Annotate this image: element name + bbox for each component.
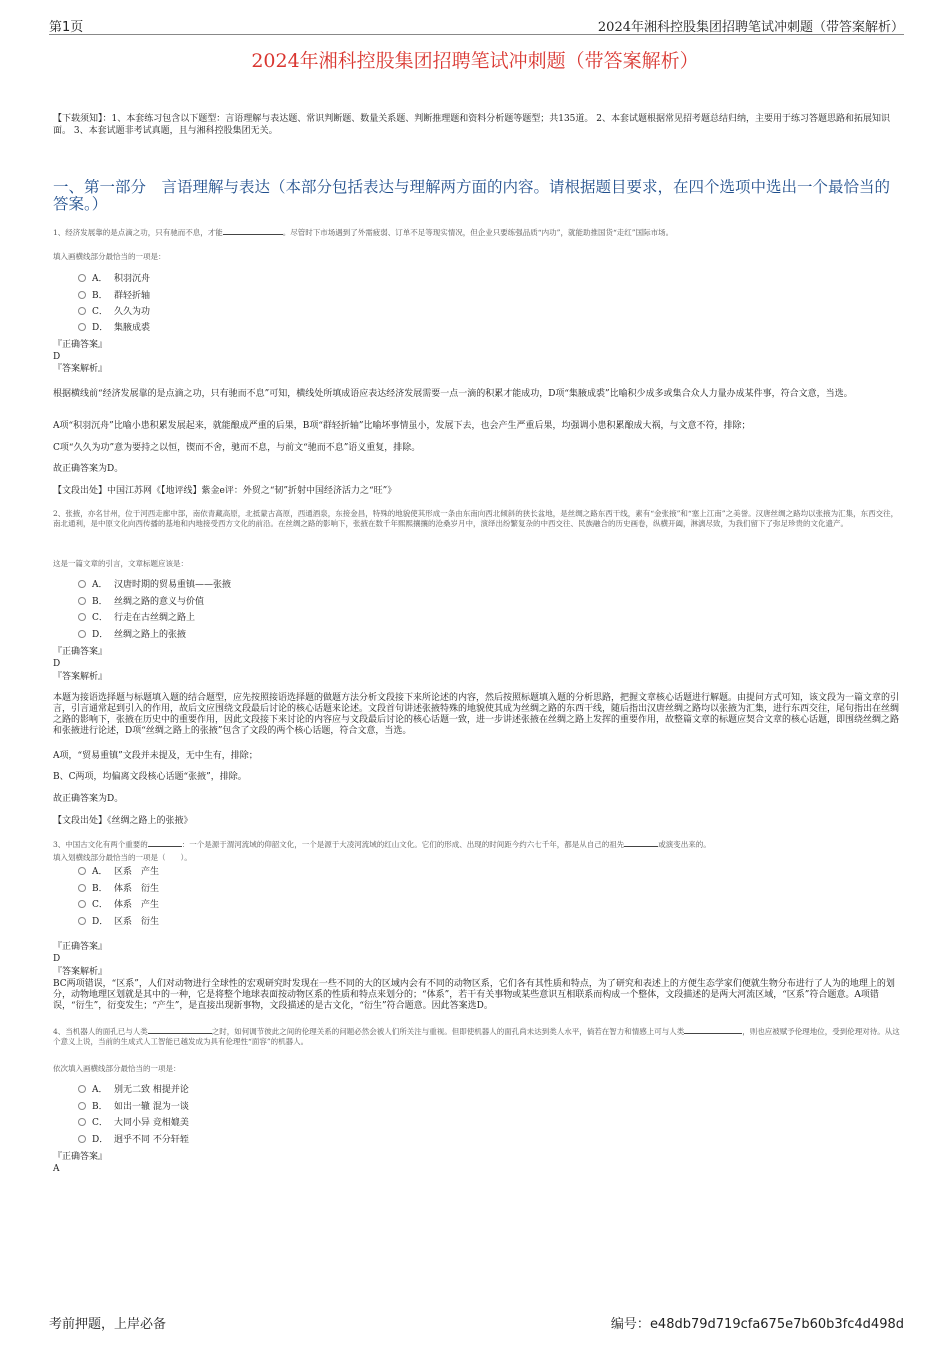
q1-option-a[interactable]: A． 积羽沉舟 <box>78 273 150 285</box>
radio-icon[interactable] <box>78 900 86 908</box>
document-title: 2024年湘科控股集团招聘笔试冲刺题（带答案解析） <box>251 50 699 72</box>
radio-icon[interactable] <box>78 597 86 605</box>
question-3-analysis: BC两项错误，“区系”，人们对动物进行全球性的宏观研究时发现在一些不同的大的区域内会有不同的动物区系，它们各有其性质和特点，为了研究和表述上的方便生态学家们便就生物分布进行了人为的地理上的划分，动物地理区划就是其中的一种，它是将整个地球表面按动物区系的性质和特点来划分的；“体系”，若干有关事物或某些意识互相联系而构成一个整体，文段描述的是两大河流区域，“区系”符合题意。A项错误，“衍生”，衍变发生；“产生”，是直接出现新事物，文段描述的是古文化，“衍生”符合题意。因此答案选D。 <box>53 979 895 1011</box>
question-2-analysis-3: B、C两项，均偏离文段核心话题“张掖”，排除。 <box>53 772 247 782</box>
radio-icon[interactable] <box>78 1118 86 1126</box>
page-number: 第1页 <box>49 20 84 35</box>
section-heading: 一、第一部分 言语理解与表达（本部分包括表达与理解两方面的内容。请根据题目要求，在四个选项中选出一个最恰当的答案。） <box>53 178 891 213</box>
q2-option-a[interactable]: A． 汉唐时期的贸易重镇——张掖 <box>78 579 231 591</box>
q4-option-a[interactable]: A． 别无二致 相提并论 <box>78 1084 189 1096</box>
radio-icon[interactable] <box>78 580 86 588</box>
question-2-analysis-2: A项，“贸易重镇”文段并未提及，无中生有，排除； <box>53 751 258 761</box>
radio-icon[interactable] <box>78 274 86 282</box>
header-doc-title: 2024年湘科控股集团招聘笔试冲刺题（带答案解析） <box>597 20 904 35</box>
q2-option-b[interactable]: B． 丝绸之路的意义与价值 <box>78 596 204 608</box>
question-1-source: 【文段出处】中国江苏网《【地评线】紫金e评：外贸之“韧”折射中国经济活力之“旺”》 <box>53 486 397 496</box>
answer-blank <box>624 846 658 847</box>
radio-icon[interactable] <box>78 307 86 315</box>
question-4-stem: 4、当机器人的面孔已与人类 之时，如何调节彼此之间的伦理关系的问题必然会被人们所关注与重视。但即使机器人的面孔尚未达到类人水平，倘若在智力和情感上可与人类 ，则也应被赋予伦理地位，受到伦理对待。从这个意义上说，当前的生成式人工智能已越发成为具有伦理性“面容”的机器人。 <box>53 1027 900 1046</box>
question-1-prompt: 填入画横线部分最恰当的一项是： <box>53 252 166 261</box>
radio-icon[interactable] <box>78 867 86 875</box>
q2-option-c[interactable]: C． 行走在古丝绸之路上 <box>78 612 195 624</box>
q1-option-d[interactable]: D． 集腋成裘 <box>78 322 150 334</box>
answer-label: 『正确答案』 <box>53 942 108 952</box>
q3-option-c[interactable]: C． 体系 产生 <box>78 899 159 911</box>
radio-icon[interactable] <box>78 1135 86 1143</box>
q3-option-a[interactable]: A． 区系 产生 <box>78 866 159 878</box>
analysis-label: 『答案解析』 <box>53 967 108 977</box>
question-3-prompt: 填入划横线部分最恰当的一项是（ ）。 <box>53 853 192 862</box>
question-1-answer: D <box>53 352 61 362</box>
footer-slogan: 考前押题，上岸必备 <box>49 1317 167 1332</box>
q4-option-d[interactable]: D． 迥乎不同 不分轩轾 <box>78 1134 189 1146</box>
answer-blank <box>148 1033 212 1034</box>
answer-label: 『正确答案』 <box>53 1152 108 1162</box>
question-4-answer: A <box>53 1164 60 1174</box>
radio-icon[interactable] <box>78 630 86 638</box>
answer-blank <box>148 846 182 847</box>
question-2-stem: 2、张掖，亦名甘州，位于河西走廊中部，南依青藏高原，北抵蒙古高原，西通酒泉，东接金昌，特殊的地貌使其形成一条由东南向西北倾斜的狭长盆地，是丝绸之路东西干线，素有“金张掖”和“塞上江南”之美誉。汉唐丝绸之路均以张掖为汇集，东西交往，南北通利，是中原文化向西传播的基地和内地接受西方文化的前沿。在丝绸之路的影响下，张掖在数千年熙熙攘攘的沧桑岁月中，演绎出纷繁复杂的中西交往、民族融合的历史画卷，纵横开阖，淋漓尽致，为我们留下了弥足珍贵的文化遗产。 <box>53 509 899 528</box>
question-1-stem: 1、经济发展靠的是点滴之功，只有驰而不息，才能 。尽管时下市场遇到了外需疲弱、订单不足等现实情况，但企业只要练强品质“内功”，就能助推国货“走红”国际市场。 <box>53 228 674 237</box>
download-notice: 【下载须知】：1、本套练习包含以下题型：言语理解与表达题、常识判断题、数量关系题、判断推理题和资料分析题等题型；共135道。 2、本套试题根据常见招考题总结归纳，主要用于练习答题思路和拓展知识面。 3、本套试题非考试真题，且与湘科控股集团无关。 <box>53 114 890 136</box>
radio-icon[interactable] <box>78 291 86 299</box>
radio-icon[interactable] <box>78 613 86 621</box>
q2-option-d[interactable]: D． 丝绸之路上的张掖 <box>78 629 186 641</box>
radio-icon[interactable] <box>78 1102 86 1110</box>
answer-blank <box>223 234 283 235</box>
question-2-source: 【文段出处】《丝绸之路上的张掖》 <box>53 816 193 826</box>
question-3-stem: 3、中国古文化有两个重要的 ：一个是源于渭河流域的仰韶文化，一个是源于大凌河流域的红山文化。它们的形成、出现的时间距今约六七千年，都是从自己的祖先 或演变出来的。 <box>53 840 711 849</box>
question-1-analysis-4: 故正确答案为D。 <box>53 464 124 474</box>
q3-option-d[interactable]: D． 区系 衍生 <box>78 916 159 928</box>
analysis-label: 『答案解析』 <box>53 364 108 374</box>
question-2-analysis-1: 本题为接语选择题与标题填入题的结合题型，应先按照接语选择题的做题方法分析文段接下来所论述的内容，然后按照标题填入题的分析思路，把握文章核心话题进行解题。由提问方式可知，该文段为一篇文章的引言，引言通常起到引入的作用，故后文应围绕文段最后讨论的核心话题来论述。文段首句讲述张掖特殊的地貌使其成为丝绸之路的东西干线，随后指出汉唐丝绸之路均以张掖为汇集，进行东西交往，尾句指出在丝绸之路的影响下，张掖在历史中的重要作用，因此文段接下来讨论的内容应与文段最后讨论的核心话题一致，进一步讲述张掖在丝绸之路上发挥的重要作用，故整篇文章的标题应契合文章的核心话题，即围绕丝绸之路和张掖进行论述，D项“丝绸之路上的张掖”包含了文段的两个核心话题，符合文意，当选。 <box>53 693 900 736</box>
q1-option-c[interactable]: C． 久久为功 <box>78 306 150 318</box>
question-1-analysis-1: 根据横线前“经济发展靠的是点滴之功，只有驰而不息”可知，横线处所填成语应表达经济发展需要一点一滴的积累才能成功，D项“集腋成裘”比喻积少成多或集合众人力量办成某件事，符合文意，当选。 <box>53 389 853 399</box>
q1-option-b[interactable]: B． 群轻折轴 <box>78 290 150 302</box>
radio-icon[interactable] <box>78 1085 86 1093</box>
question-2-prompt: 这是一篇文章的引言，文章标题应该是： <box>53 559 188 568</box>
question-3-answer: D <box>53 954 61 964</box>
page-header <box>49 14 904 35</box>
radio-icon[interactable] <box>78 917 86 925</box>
q3-option-b[interactable]: B． 体系 衍生 <box>78 883 159 895</box>
answer-label: 『正确答案』 <box>53 340 108 350</box>
radio-icon[interactable] <box>78 884 86 892</box>
question-2-answer: D <box>53 659 61 669</box>
radio-icon[interactable] <box>78 323 86 331</box>
answer-blank <box>684 1033 742 1034</box>
answer-label: 『正确答案』 <box>53 647 108 657</box>
question-1-analysis-3: C项“久久为功”意为要持之以恒，锲而不舍，驰而不息，与前文“驰而不息”语义重复，排除。 <box>53 443 421 453</box>
analysis-label: 『答案解析』 <box>53 672 108 682</box>
question-1-analysis-2: A项“积羽沉舟”比喻小患积累发展起来，就能酿成严重的后果，B项“群轻折轴”比喻坏事情虽小，发展下去，也会产生严重后果，均强调小患积累酿成大祸，与文意不符，排除； <box>53 421 751 431</box>
question-2-analysis-4: 故正确答案为D。 <box>53 794 124 804</box>
q4-option-b[interactable]: B． 如出一辙 混为一谈 <box>78 1101 189 1113</box>
footer-code: 编号：e48db79d719cfa675e7b60b3fc4d498d <box>610 1317 904 1332</box>
q4-option-c[interactable]: C． 大同小异 竞相媲美 <box>78 1117 189 1129</box>
question-4-prompt: 依次填入画横线部分最恰当的一项是： <box>53 1064 181 1073</box>
